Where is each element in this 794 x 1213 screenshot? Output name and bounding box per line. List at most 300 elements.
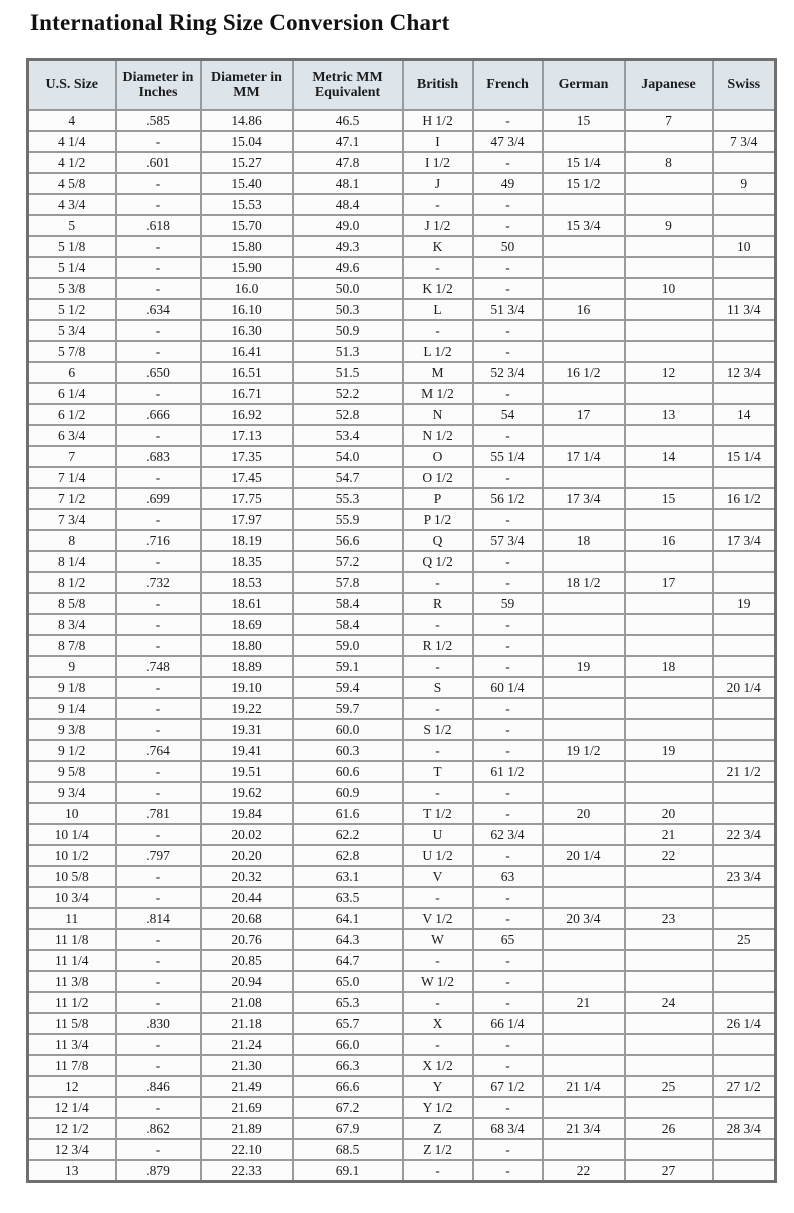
cell: 66 1/4 bbox=[473, 1013, 543, 1034]
cell: 15.80 bbox=[201, 236, 293, 257]
cell: - bbox=[116, 677, 201, 698]
cell bbox=[713, 1034, 776, 1055]
cell: Y 1/2 bbox=[403, 1097, 473, 1118]
cell: 5 bbox=[28, 215, 116, 236]
cell: - bbox=[116, 509, 201, 530]
cell: .781 bbox=[116, 803, 201, 824]
cell: 66.3 bbox=[293, 1055, 403, 1076]
cell bbox=[713, 740, 776, 761]
cell: 57.2 bbox=[293, 551, 403, 572]
cell: 50.9 bbox=[293, 320, 403, 341]
cell: 7 3/4 bbox=[713, 131, 776, 152]
cell bbox=[713, 383, 776, 404]
cell: 55.3 bbox=[293, 488, 403, 509]
cell: 9 1/2 bbox=[28, 740, 116, 761]
cell: Y bbox=[403, 1076, 473, 1097]
table-body bbox=[28, 110, 776, 1182]
table-row bbox=[28, 362, 776, 383]
cell: .699 bbox=[116, 488, 201, 509]
cell: 16.0 bbox=[201, 278, 293, 299]
table-row bbox=[28, 887, 776, 908]
cell: 10 3/4 bbox=[28, 887, 116, 908]
column-header: German bbox=[543, 60, 625, 111]
cell: - bbox=[403, 1160, 473, 1182]
cell: 64.7 bbox=[293, 950, 403, 971]
cell: - bbox=[116, 614, 201, 635]
column-header: Japanese bbox=[625, 60, 713, 111]
cell: - bbox=[403, 656, 473, 677]
cell: - bbox=[473, 278, 543, 299]
cell: T bbox=[403, 761, 473, 782]
cell: 11 3/4 bbox=[713, 299, 776, 320]
cell: 12 1/2 bbox=[28, 1118, 116, 1139]
cell: 53.4 bbox=[293, 425, 403, 446]
cell: 4 1/2 bbox=[28, 152, 116, 173]
cell: 5 3/8 bbox=[28, 278, 116, 299]
cell: Z 1/2 bbox=[403, 1139, 473, 1160]
cell: 60.9 bbox=[293, 782, 403, 803]
cell: 21.24 bbox=[201, 1034, 293, 1055]
cell: 10 bbox=[28, 803, 116, 824]
cell: 23 3/4 bbox=[713, 866, 776, 887]
cell bbox=[713, 152, 776, 173]
cell: 19 bbox=[543, 656, 625, 677]
cell: I bbox=[403, 131, 473, 152]
cell: 17.13 bbox=[201, 425, 293, 446]
table-row bbox=[28, 1076, 776, 1097]
cell bbox=[713, 614, 776, 635]
cell: 17.35 bbox=[201, 446, 293, 467]
cell: W 1/2 bbox=[403, 971, 473, 992]
cell: 15.53 bbox=[201, 194, 293, 215]
cell: - bbox=[116, 383, 201, 404]
cell: 8 bbox=[625, 152, 713, 173]
cell: L 1/2 bbox=[403, 341, 473, 362]
cell: 50.3 bbox=[293, 299, 403, 320]
table-row bbox=[28, 131, 776, 152]
cell bbox=[713, 950, 776, 971]
cell bbox=[543, 1097, 625, 1118]
cell: X 1/2 bbox=[403, 1055, 473, 1076]
cell: - bbox=[473, 320, 543, 341]
cell: 21.69 bbox=[201, 1097, 293, 1118]
cell: 5 1/4 bbox=[28, 257, 116, 278]
cell bbox=[625, 173, 713, 194]
cell: 13 bbox=[28, 1160, 116, 1182]
cell: 15.70 bbox=[201, 215, 293, 236]
cell bbox=[625, 1055, 713, 1076]
table-row bbox=[28, 467, 776, 488]
cell: 19.41 bbox=[201, 740, 293, 761]
cell: 20 1/4 bbox=[713, 677, 776, 698]
cell bbox=[625, 761, 713, 782]
cell: 49.3 bbox=[293, 236, 403, 257]
cell: 20.32 bbox=[201, 866, 293, 887]
table-row bbox=[28, 1160, 776, 1182]
cell: 12 3/4 bbox=[713, 362, 776, 383]
cell: 18.53 bbox=[201, 572, 293, 593]
table-row bbox=[28, 824, 776, 845]
cell: 20 3/4 bbox=[543, 908, 625, 929]
cell: 21 bbox=[625, 824, 713, 845]
cell: 19 bbox=[625, 740, 713, 761]
cell: 5 3/4 bbox=[28, 320, 116, 341]
cell bbox=[625, 929, 713, 950]
table-row bbox=[28, 320, 776, 341]
cell: 22.33 bbox=[201, 1160, 293, 1182]
cell: - bbox=[473, 803, 543, 824]
cell: 20.76 bbox=[201, 929, 293, 950]
cell: 15 bbox=[625, 488, 713, 509]
cell: - bbox=[116, 782, 201, 803]
cell bbox=[713, 1160, 776, 1182]
cell: P 1/2 bbox=[403, 509, 473, 530]
cell bbox=[625, 971, 713, 992]
cell: W bbox=[403, 929, 473, 950]
cell bbox=[713, 215, 776, 236]
cell: 49.0 bbox=[293, 215, 403, 236]
cell: - bbox=[473, 1034, 543, 1055]
cell: 55.9 bbox=[293, 509, 403, 530]
cell: 11 7/8 bbox=[28, 1055, 116, 1076]
column-header: French bbox=[473, 60, 543, 111]
cell: 20.94 bbox=[201, 971, 293, 992]
cell: 19.51 bbox=[201, 761, 293, 782]
cell: 16.41 bbox=[201, 341, 293, 362]
cell: 8 1/4 bbox=[28, 551, 116, 572]
cell: I 1/2 bbox=[403, 152, 473, 173]
cell: 59 bbox=[473, 593, 543, 614]
cell: 6 bbox=[28, 362, 116, 383]
cell: 5 7/8 bbox=[28, 341, 116, 362]
cell bbox=[625, 467, 713, 488]
ring-size-conversion-table bbox=[26, 58, 777, 1183]
cell: 5 1/8 bbox=[28, 236, 116, 257]
cell bbox=[543, 509, 625, 530]
cell bbox=[625, 509, 713, 530]
cell: 7 1/2 bbox=[28, 488, 116, 509]
cell: 6 3/4 bbox=[28, 425, 116, 446]
cell: - bbox=[473, 950, 543, 971]
cell: - bbox=[403, 740, 473, 761]
cell bbox=[625, 635, 713, 656]
cell: 18.69 bbox=[201, 614, 293, 635]
cell: 20 bbox=[543, 803, 625, 824]
cell: .862 bbox=[116, 1118, 201, 1139]
cell: 21.30 bbox=[201, 1055, 293, 1076]
cell: 9 bbox=[713, 173, 776, 194]
cell: 19.22 bbox=[201, 698, 293, 719]
cell: - bbox=[473, 698, 543, 719]
cell: 62.8 bbox=[293, 845, 403, 866]
cell bbox=[625, 677, 713, 698]
cell: 21 1/4 bbox=[543, 1076, 625, 1097]
cell bbox=[543, 593, 625, 614]
cell: 51.5 bbox=[293, 362, 403, 383]
cell: 17 1/4 bbox=[543, 446, 625, 467]
cell bbox=[713, 887, 776, 908]
cell: 16.92 bbox=[201, 404, 293, 425]
cell: 28 3/4 bbox=[713, 1118, 776, 1139]
cell: 7 bbox=[28, 446, 116, 467]
cell: 26 bbox=[625, 1118, 713, 1139]
cell: 18 bbox=[625, 656, 713, 677]
cell: - bbox=[473, 383, 543, 404]
cell bbox=[625, 866, 713, 887]
cell bbox=[625, 131, 713, 152]
cell: .830 bbox=[116, 1013, 201, 1034]
cell: 18.19 bbox=[201, 530, 293, 551]
cell: 7 3/4 bbox=[28, 509, 116, 530]
table-row bbox=[28, 782, 776, 803]
table-row bbox=[28, 194, 776, 215]
cell: - bbox=[473, 551, 543, 572]
cell: 9 bbox=[625, 215, 713, 236]
cell: - bbox=[473, 215, 543, 236]
cell: - bbox=[403, 782, 473, 803]
cell: 49 bbox=[473, 173, 543, 194]
cell: - bbox=[473, 467, 543, 488]
cell: 25 bbox=[713, 929, 776, 950]
cell: 61.6 bbox=[293, 803, 403, 824]
cell bbox=[625, 236, 713, 257]
cell: R bbox=[403, 593, 473, 614]
cell: 52.2 bbox=[293, 383, 403, 404]
cell: - bbox=[116, 320, 201, 341]
cell: 69.1 bbox=[293, 1160, 403, 1182]
table-row bbox=[28, 1013, 776, 1034]
cell: O bbox=[403, 446, 473, 467]
table-row bbox=[28, 761, 776, 782]
cell bbox=[713, 425, 776, 446]
cell: - bbox=[473, 740, 543, 761]
cell bbox=[543, 698, 625, 719]
table-row bbox=[28, 488, 776, 509]
cell: 21.18 bbox=[201, 1013, 293, 1034]
cell: - bbox=[116, 719, 201, 740]
cell: 61 1/2 bbox=[473, 761, 543, 782]
cell: - bbox=[473, 257, 543, 278]
cell: 9 3/4 bbox=[28, 782, 116, 803]
table-row bbox=[28, 614, 776, 635]
cell: - bbox=[403, 572, 473, 593]
cell: 21 3/4 bbox=[543, 1118, 625, 1139]
cell: .716 bbox=[116, 530, 201, 551]
table-row bbox=[28, 971, 776, 992]
cell bbox=[625, 551, 713, 572]
cell: 15 1/4 bbox=[713, 446, 776, 467]
cell bbox=[713, 194, 776, 215]
cell bbox=[625, 383, 713, 404]
cell bbox=[543, 131, 625, 152]
cell: .618 bbox=[116, 215, 201, 236]
cell: 56.6 bbox=[293, 530, 403, 551]
cell: P bbox=[403, 488, 473, 509]
table-row bbox=[28, 278, 776, 299]
column-header: Diameter in Inches bbox=[116, 60, 201, 111]
cell: V bbox=[403, 866, 473, 887]
cell: 10 bbox=[625, 278, 713, 299]
cell: - bbox=[403, 950, 473, 971]
cell bbox=[543, 320, 625, 341]
cell: 17.45 bbox=[201, 467, 293, 488]
cell: 16 1/2 bbox=[543, 362, 625, 383]
cell: L bbox=[403, 299, 473, 320]
cell: 21.49 bbox=[201, 1076, 293, 1097]
cell: 63.1 bbox=[293, 866, 403, 887]
cell: - bbox=[116, 635, 201, 656]
cell bbox=[625, 698, 713, 719]
cell bbox=[543, 887, 625, 908]
table-row bbox=[28, 173, 776, 194]
cell bbox=[543, 1034, 625, 1055]
table-row bbox=[28, 635, 776, 656]
cell: 46.5 bbox=[293, 110, 403, 131]
table-row bbox=[28, 257, 776, 278]
cell: - bbox=[116, 551, 201, 572]
cell: 18 bbox=[543, 530, 625, 551]
cell: 65 bbox=[473, 929, 543, 950]
cell: N bbox=[403, 404, 473, 425]
cell: 20 bbox=[625, 803, 713, 824]
cell: 54.0 bbox=[293, 446, 403, 467]
cell: 11 3/4 bbox=[28, 1034, 116, 1055]
cell: 47.1 bbox=[293, 131, 403, 152]
cell bbox=[543, 635, 625, 656]
cell: 19 1/2 bbox=[543, 740, 625, 761]
cell: 51 3/4 bbox=[473, 299, 543, 320]
cell bbox=[543, 341, 625, 362]
column-header: Metric MM Equivalent bbox=[293, 60, 403, 111]
cell: - bbox=[473, 1139, 543, 1160]
cell bbox=[625, 425, 713, 446]
cell: - bbox=[403, 194, 473, 215]
cell: 56 1/2 bbox=[473, 488, 543, 509]
cell: .634 bbox=[116, 299, 201, 320]
cell bbox=[713, 656, 776, 677]
cell: 10 1/4 bbox=[28, 824, 116, 845]
cell: X bbox=[403, 1013, 473, 1034]
cell: - bbox=[116, 1034, 201, 1055]
cell bbox=[625, 719, 713, 740]
cell: 15.90 bbox=[201, 257, 293, 278]
cell bbox=[713, 1139, 776, 1160]
table-row bbox=[28, 299, 776, 320]
cell bbox=[713, 908, 776, 929]
cell bbox=[543, 782, 625, 803]
cell: 51.3 bbox=[293, 341, 403, 362]
cell: 19.31 bbox=[201, 719, 293, 740]
cell: - bbox=[403, 992, 473, 1013]
cell: 17.75 bbox=[201, 488, 293, 509]
cell: - bbox=[473, 908, 543, 929]
cell bbox=[543, 551, 625, 572]
cell bbox=[543, 194, 625, 215]
cell: 9 bbox=[28, 656, 116, 677]
cell bbox=[713, 1097, 776, 1118]
cell: 12 bbox=[28, 1076, 116, 1097]
cell: 15 1/4 bbox=[543, 152, 625, 173]
cell bbox=[713, 719, 776, 740]
cell: 20.68 bbox=[201, 908, 293, 929]
table-row bbox=[28, 1139, 776, 1160]
cell: 4 3/4 bbox=[28, 194, 116, 215]
cell bbox=[625, 341, 713, 362]
cell: - bbox=[116, 194, 201, 215]
cell: - bbox=[473, 1055, 543, 1076]
cell: H 1/2 bbox=[403, 110, 473, 131]
cell: 66.0 bbox=[293, 1034, 403, 1055]
cell: 21 bbox=[543, 992, 625, 1013]
cell: 18.89 bbox=[201, 656, 293, 677]
cell: 11 3/8 bbox=[28, 971, 116, 992]
table-row bbox=[28, 803, 776, 824]
cell: - bbox=[473, 887, 543, 908]
cell: M bbox=[403, 362, 473, 383]
cell bbox=[713, 635, 776, 656]
cell: 4 5/8 bbox=[28, 173, 116, 194]
cell: - bbox=[116, 992, 201, 1013]
cell: 18 1/2 bbox=[543, 572, 625, 593]
cell: - bbox=[116, 1139, 201, 1160]
cell: 20.44 bbox=[201, 887, 293, 908]
cell: 21.08 bbox=[201, 992, 293, 1013]
cell bbox=[625, 1013, 713, 1034]
cell bbox=[713, 572, 776, 593]
table-row bbox=[28, 236, 776, 257]
cell: 17 bbox=[625, 572, 713, 593]
cell bbox=[625, 257, 713, 278]
cell: - bbox=[473, 719, 543, 740]
cell: 59.1 bbox=[293, 656, 403, 677]
cell: 67 1/2 bbox=[473, 1076, 543, 1097]
cell bbox=[543, 824, 625, 845]
cell: - bbox=[473, 971, 543, 992]
cell: T 1/2 bbox=[403, 803, 473, 824]
cell bbox=[625, 194, 713, 215]
cell bbox=[713, 467, 776, 488]
cell: 58.4 bbox=[293, 593, 403, 614]
cell: 13 bbox=[625, 404, 713, 425]
table-row bbox=[28, 1097, 776, 1118]
cell: 4 bbox=[28, 110, 116, 131]
cell bbox=[543, 236, 625, 257]
cell: - bbox=[403, 257, 473, 278]
cell: 66.6 bbox=[293, 1076, 403, 1097]
cell: 12 1/4 bbox=[28, 1097, 116, 1118]
table-row bbox=[28, 1055, 776, 1076]
table-row bbox=[28, 404, 776, 425]
cell: 52 3/4 bbox=[473, 362, 543, 383]
cell: 17 bbox=[543, 404, 625, 425]
cell bbox=[543, 614, 625, 635]
table-row bbox=[28, 572, 776, 593]
table-row bbox=[28, 530, 776, 551]
cell: 10 5/8 bbox=[28, 866, 116, 887]
cell: 63 bbox=[473, 866, 543, 887]
cell bbox=[543, 1055, 625, 1076]
cell: 20 1/4 bbox=[543, 845, 625, 866]
cell: 16.30 bbox=[201, 320, 293, 341]
cell: 48.1 bbox=[293, 173, 403, 194]
cell: J bbox=[403, 173, 473, 194]
cell: 10 bbox=[713, 236, 776, 257]
cell bbox=[625, 299, 713, 320]
cell: 5 1/2 bbox=[28, 299, 116, 320]
table-row bbox=[28, 152, 776, 173]
cell: 67.2 bbox=[293, 1097, 403, 1118]
cell bbox=[713, 845, 776, 866]
